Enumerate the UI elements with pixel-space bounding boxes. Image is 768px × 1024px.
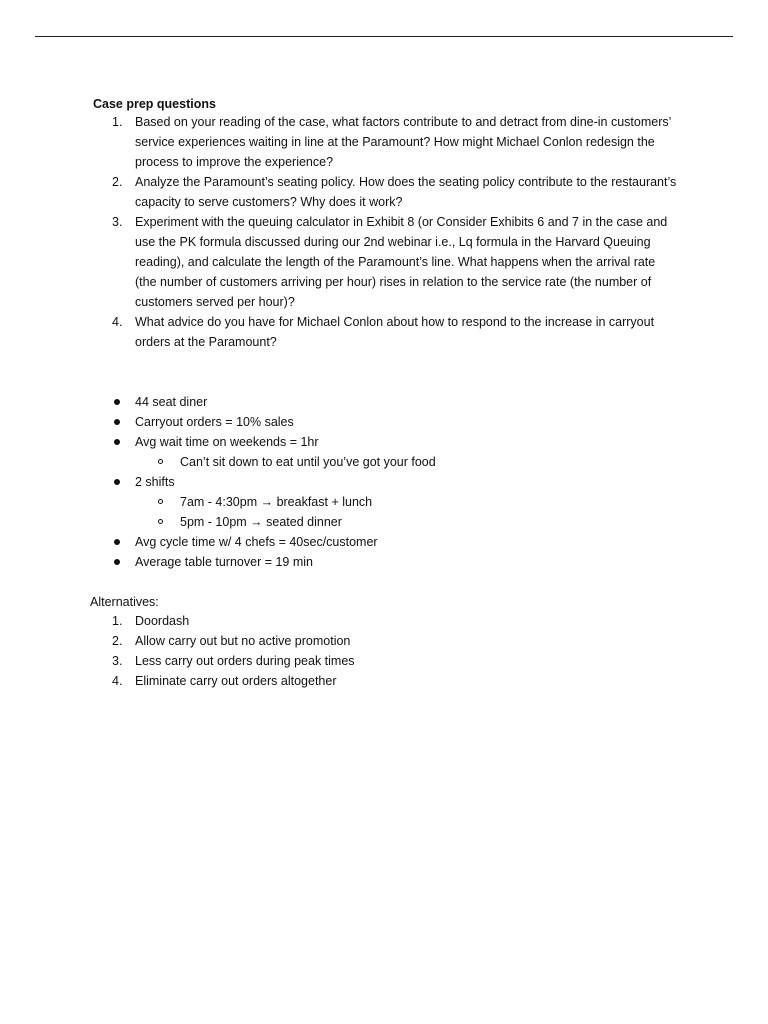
- section-heading: Case prep questions: [93, 97, 216, 111]
- alternative-item: [112, 651, 635, 671]
- note-text: Average table turnover = 19 min: [135, 555, 314, 569]
- question-item: [112, 112, 680, 172]
- question-number: 3.: [112, 215, 123, 229]
- question-item: [112, 172, 680, 212]
- header-divider: [35, 36, 733, 37]
- note-item: [135, 472, 635, 492]
- sub-note-text: Can’t sit down to eat until you’ve got your food: [180, 455, 436, 469]
- bullet-icon: [114, 419, 120, 425]
- hollow-bullet-icon: [158, 519, 163, 524]
- alternative-text: Less carry out orders during peak times: [135, 654, 355, 668]
- alternative-text: Eliminate carry out orders altogether: [135, 674, 337, 688]
- question-number: 2.: [112, 175, 123, 189]
- question-text: Experiment with the queuing calculator in Exhibit 8 (or Consider Exhibits 6 and 7 in the case and use the PK formula discussed during our 2nd webinar i.e., Lq formula in the Harvard Queuing reading), and calculate the length of the Paramount’s line. What happens when the arrival rate (the number of customers arriving per hour) rises in relation to the service rate (the number of customers served per hour)?: [135, 215, 668, 309]
- note-text: Avg wait time on weekends = 1hr: [135, 435, 319, 449]
- question-number: 4.: [112, 315, 123, 329]
- bullet-icon: [114, 559, 120, 565]
- sub-note-item: [135, 452, 635, 472]
- question-text: What advice do you have for Michael Conlon about how to respond to the increase in carryout orders at the Paramount?: [135, 315, 655, 349]
- alternative-item: [112, 611, 635, 631]
- question-text: Analyze the Paramount’s seating policy. How does the seating policy contribute to the restaurant’s capacity to serve customers? Why does it work?: [135, 175, 677, 209]
- bullet-icon: [114, 479, 120, 485]
- sub-note-item: [135, 492, 635, 512]
- note-item: [135, 552, 635, 572]
- alternative-number: 2.: [112, 634, 123, 648]
- note-item: [135, 392, 635, 412]
- alternative-item: [112, 671, 635, 691]
- alternative-text: Doordash: [135, 614, 190, 628]
- alternative-item: [112, 631, 635, 651]
- note-item: [135, 432, 635, 452]
- question-number: 1.: [112, 115, 123, 129]
- note-item: [135, 412, 635, 432]
- alternative-number: 4.: [112, 674, 123, 688]
- sub-note-item: [135, 512, 635, 532]
- questions-list: [112, 112, 680, 352]
- alternative-number: 3.: [112, 654, 123, 668]
- hollow-bullet-icon: [158, 459, 163, 464]
- question-item: [112, 212, 680, 312]
- question-text: Based on your reading of the case, what factors contribute to and detract from dine-in customers’ service experiences waiting in line at the Paramount? How might Michael Conlon redesign the process to improve the experience?: [135, 115, 671, 169]
- note-text: 2 shifts: [135, 475, 175, 489]
- alternatives-heading: Alternatives:: [90, 595, 159, 609]
- note-item: [135, 532, 635, 552]
- note-text: Carryout orders = 10% sales: [135, 415, 294, 429]
- bullet-icon: [114, 399, 120, 405]
- note-text: 44 seat diner: [135, 395, 208, 409]
- alternative-text: Allow carry out but no active promotion: [135, 634, 351, 648]
- alternatives-list: [112, 611, 635, 691]
- alternative-number: 1.: [112, 614, 123, 628]
- bullet-icon: [114, 539, 120, 545]
- sub-note-text: 7am - 4:30pm → breakfast + lunch: [180, 495, 373, 509]
- sub-note-text: 5pm - 10pm → seated dinner: [180, 515, 342, 529]
- bullet-icon: [114, 439, 120, 445]
- question-item: [112, 312, 680, 352]
- hollow-bullet-icon: [158, 499, 163, 504]
- note-text: Avg cycle time w/ 4 chefs = 40sec/customer: [135, 535, 378, 549]
- notes-list: [135, 392, 635, 572]
